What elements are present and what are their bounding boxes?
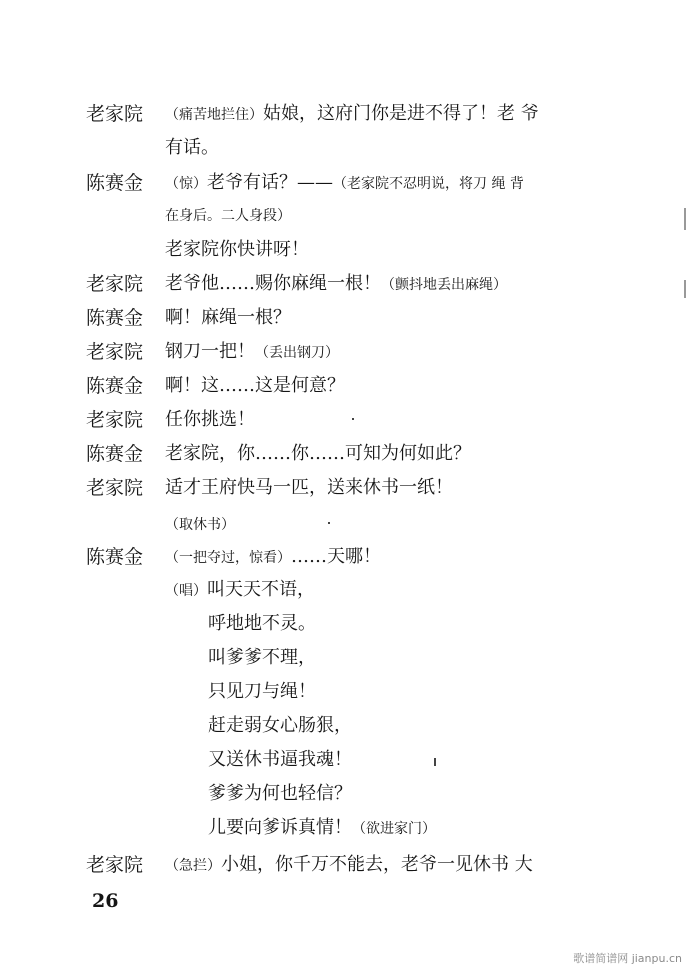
stage-direction: （惊）: [165, 176, 207, 192]
dialogue-line: 啊！这……这是何意？: [165, 375, 345, 396]
dialogue-line: [165, 171, 582, 196]
speaker-name: 老家院: [86, 341, 144, 363]
stage-direction: （丢出钢刀）: [255, 345, 339, 361]
song-verse: 赶走弱女心肠狠，: [208, 715, 352, 736]
dialogue-line: [165, 102, 582, 127]
dialogue-text: 姑娘，这府门你是进不得了！老 爷: [263, 103, 539, 124]
speaker-name: 陈赛金: [86, 375, 144, 397]
speaker-name: 陈赛金: [86, 546, 144, 568]
scan-speck: [434, 758, 436, 766]
stage-direction: （取休书）: [165, 517, 235, 533]
song-verse: 叫爹爹不理，: [208, 647, 316, 668]
stage-direction: （痛苦地拦住）: [165, 107, 263, 123]
dialogue-line: 老家院，你……你……可知为何如此？: [165, 443, 471, 464]
scan-speck: [328, 522, 330, 524]
dialogue-text: 老爷他……赐你麻绳一根！: [165, 273, 381, 294]
song-verse: 呼地地不灵。: [208, 613, 316, 634]
speaker-name: 陈赛金: [86, 172, 144, 194]
dialogue-line: [165, 545, 582, 570]
song-verse: [208, 816, 436, 841]
stage-direction: （唱）: [165, 583, 207, 599]
dialogue-line: [165, 340, 582, 365]
dialogue-text: ……天哪！: [291, 546, 381, 567]
song-verse: 爹爹为何也轻信？: [208, 783, 352, 804]
dialogue-text: 老爷有话？——: [207, 172, 333, 193]
speaker-name: 陈赛金: [86, 307, 144, 329]
dialogue-line: 任你挑选！: [165, 409, 255, 430]
watermark: 歌谱简谱网 jianpu.cn: [573, 952, 682, 965]
speaker-name: 陈赛金: [86, 443, 144, 465]
song-verse: 只见刀与绳！: [208, 681, 316, 702]
dialogue-text: 叫天天不语，: [207, 579, 315, 600]
stage-direction: （欲进家门）: [352, 821, 436, 837]
speaker-name: 老家院: [86, 103, 144, 125]
dialogue-line: [165, 853, 582, 878]
dialogue-line: 适才王府快马一匹，送来休书一纸！: [165, 477, 453, 498]
song-verse-text: 儿要向爹诉真情！: [208, 817, 352, 838]
dialogue-text: 小姐，你千万不能去，老爷一见休书 大: [221, 854, 533, 875]
speaker-name: 老家院: [86, 409, 144, 431]
scan-speck: [352, 418, 354, 420]
stage-direction: （颤抖地丢出麻绳）: [381, 277, 507, 293]
stage-direction: 在身后。二人身段）: [165, 208, 291, 224]
dialogue-line: [165, 578, 582, 603]
stage-direction: （老家院不忍明说，将刀 绳 背: [333, 176, 524, 192]
dialogue-line: 啊！麻绳一根？: [165, 307, 291, 328]
dialogue-line: 有话。: [165, 137, 219, 158]
speaker-name: 老家院: [86, 854, 144, 876]
stage-direction: （一把夺过，惊看）: [165, 550, 291, 566]
stage-direction: （急拦）: [165, 858, 221, 874]
dialogue-line: [165, 272, 582, 297]
page-edge-mark: [684, 280, 686, 298]
dialogue-text: 钢刀一把！: [165, 341, 255, 362]
page-number: 26: [92, 890, 119, 912]
song-verse: 又送休书逼我魂！: [208, 749, 352, 770]
speaker-name: 老家院: [86, 477, 144, 499]
speaker-name: 老家院: [86, 273, 144, 295]
page-edge-mark: [684, 208, 686, 230]
dialogue-line: 老家院你快讲呀！: [165, 239, 309, 260]
